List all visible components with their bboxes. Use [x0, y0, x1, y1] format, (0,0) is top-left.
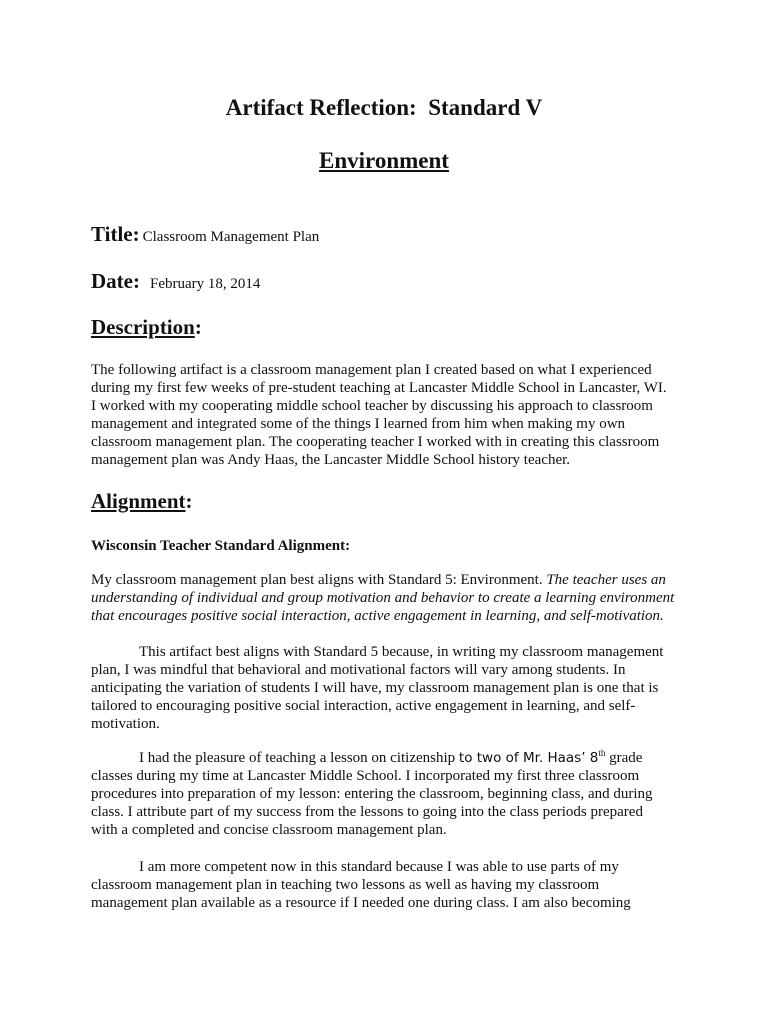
standard-quote-line: that encourages positive social interaction, active engagement in learning, and self-motivation.: [91, 608, 664, 624]
date-field-label: Date:: [91, 269, 140, 293]
description-line: management plan was Andy Haas, the Lancaster Middle School history teacher.: [91, 452, 571, 468]
date-field-value: February 18, 2014: [149, 276, 261, 292]
standard-alignment-subheading: Wisconsin Teacher Standard Alignment:: [91, 538, 351, 554]
description-heading-text: Description: [91, 315, 195, 339]
competence-line: I am more competent now in this standard because I was able to use parts of my: [139, 859, 619, 875]
artifact-line: plan, I was mindful that behavioral and motivational factors will vary among students. In: [91, 662, 626, 678]
title-field: [91, 222, 319, 247]
alignment-heading-text: Alignment: [91, 489, 186, 513]
description-line: management and integrated some of the things I learned from him when making my own: [91, 416, 626, 432]
teaching-line-insert: to two of Mr. Haas’ 8: [458, 750, 599, 766]
alignment-heading: [91, 488, 193, 514]
competence-line: classroom management plan in teaching two lessons as well as having my classroom: [91, 877, 600, 893]
alignment-heading-colon: :: [185, 489, 193, 513]
teaching-line-start: I had the pleasure of teaching a lesson on citizenship: [139, 750, 459, 766]
ordinal-superscript: th: [598, 748, 606, 758]
artifact-line: tailored to encouraging positive social interaction, active engagement in learning, and self-: [91, 698, 636, 714]
teaching-line: classes during my time at Lancaster Middle School. I incorporated my first three classroom: [91, 768, 640, 784]
artifact-line: anticipating the variation of students I will have, my classroom management plan is one that is: [91, 680, 659, 696]
description-line: I worked with my cooperating middle school teacher by discussing his approach to classroom: [91, 398, 653, 414]
description-line: The following artifact is a classroom management plan I created based on what I experienced: [91, 362, 652, 378]
description-line: during my first few weeks of pre-student teaching at Lancaster Middle School in Lancaster, WI.: [91, 380, 667, 396]
artifact-line: This artifact best aligns with Standard 5 because, in writing my classroom management: [139, 644, 664, 660]
description-paragraph: [91, 361, 691, 469]
document-subtitle: Environment: [319, 148, 449, 173]
standard-paragraph: [91, 571, 691, 625]
description-line: classroom management plan. The cooperating teacher I worked with in creating this classroom: [91, 434, 660, 450]
standard-line-plain: My classroom management plan best aligns with Standard 5: Environment.: [91, 572, 547, 588]
date-field: [91, 269, 260, 294]
title-field-value: Classroom Management Plan: [142, 229, 320, 245]
standard-line: [91, 571, 691, 589]
teaching-line-end: grade: [605, 750, 643, 766]
teaching-line: with a completed and concise classroom management plan.: [91, 822, 447, 838]
competence-line: management plan available as a resource if I needed one during class. I am also becoming: [91, 895, 631, 911]
teaching-line: class. I attribute part of my success from the lessons to going into the class periods prepared: [91, 804, 643, 820]
teaching-line: procedures into preparation of my lesson: entering the classroom, beginning class, and during: [91, 786, 653, 802]
teaching-line: [91, 749, 691, 767]
description-heading: [91, 314, 202, 340]
competence-paragraph: [91, 858, 691, 912]
description-heading-colon: :: [194, 315, 202, 339]
artifact-line: motivation.: [91, 716, 160, 732]
standard-quote-line: understanding of individual and group motivation and behavior to create a learning environment: [91, 590, 675, 606]
artifact-paragraph: [91, 643, 691, 733]
standard-quote-start: The teacher uses an: [546, 572, 666, 588]
title-field-label: Title:: [91, 222, 140, 246]
teaching-paragraph: [91, 749, 691, 839]
document-title: Artifact Reflection: Standard V: [225, 95, 543, 120]
